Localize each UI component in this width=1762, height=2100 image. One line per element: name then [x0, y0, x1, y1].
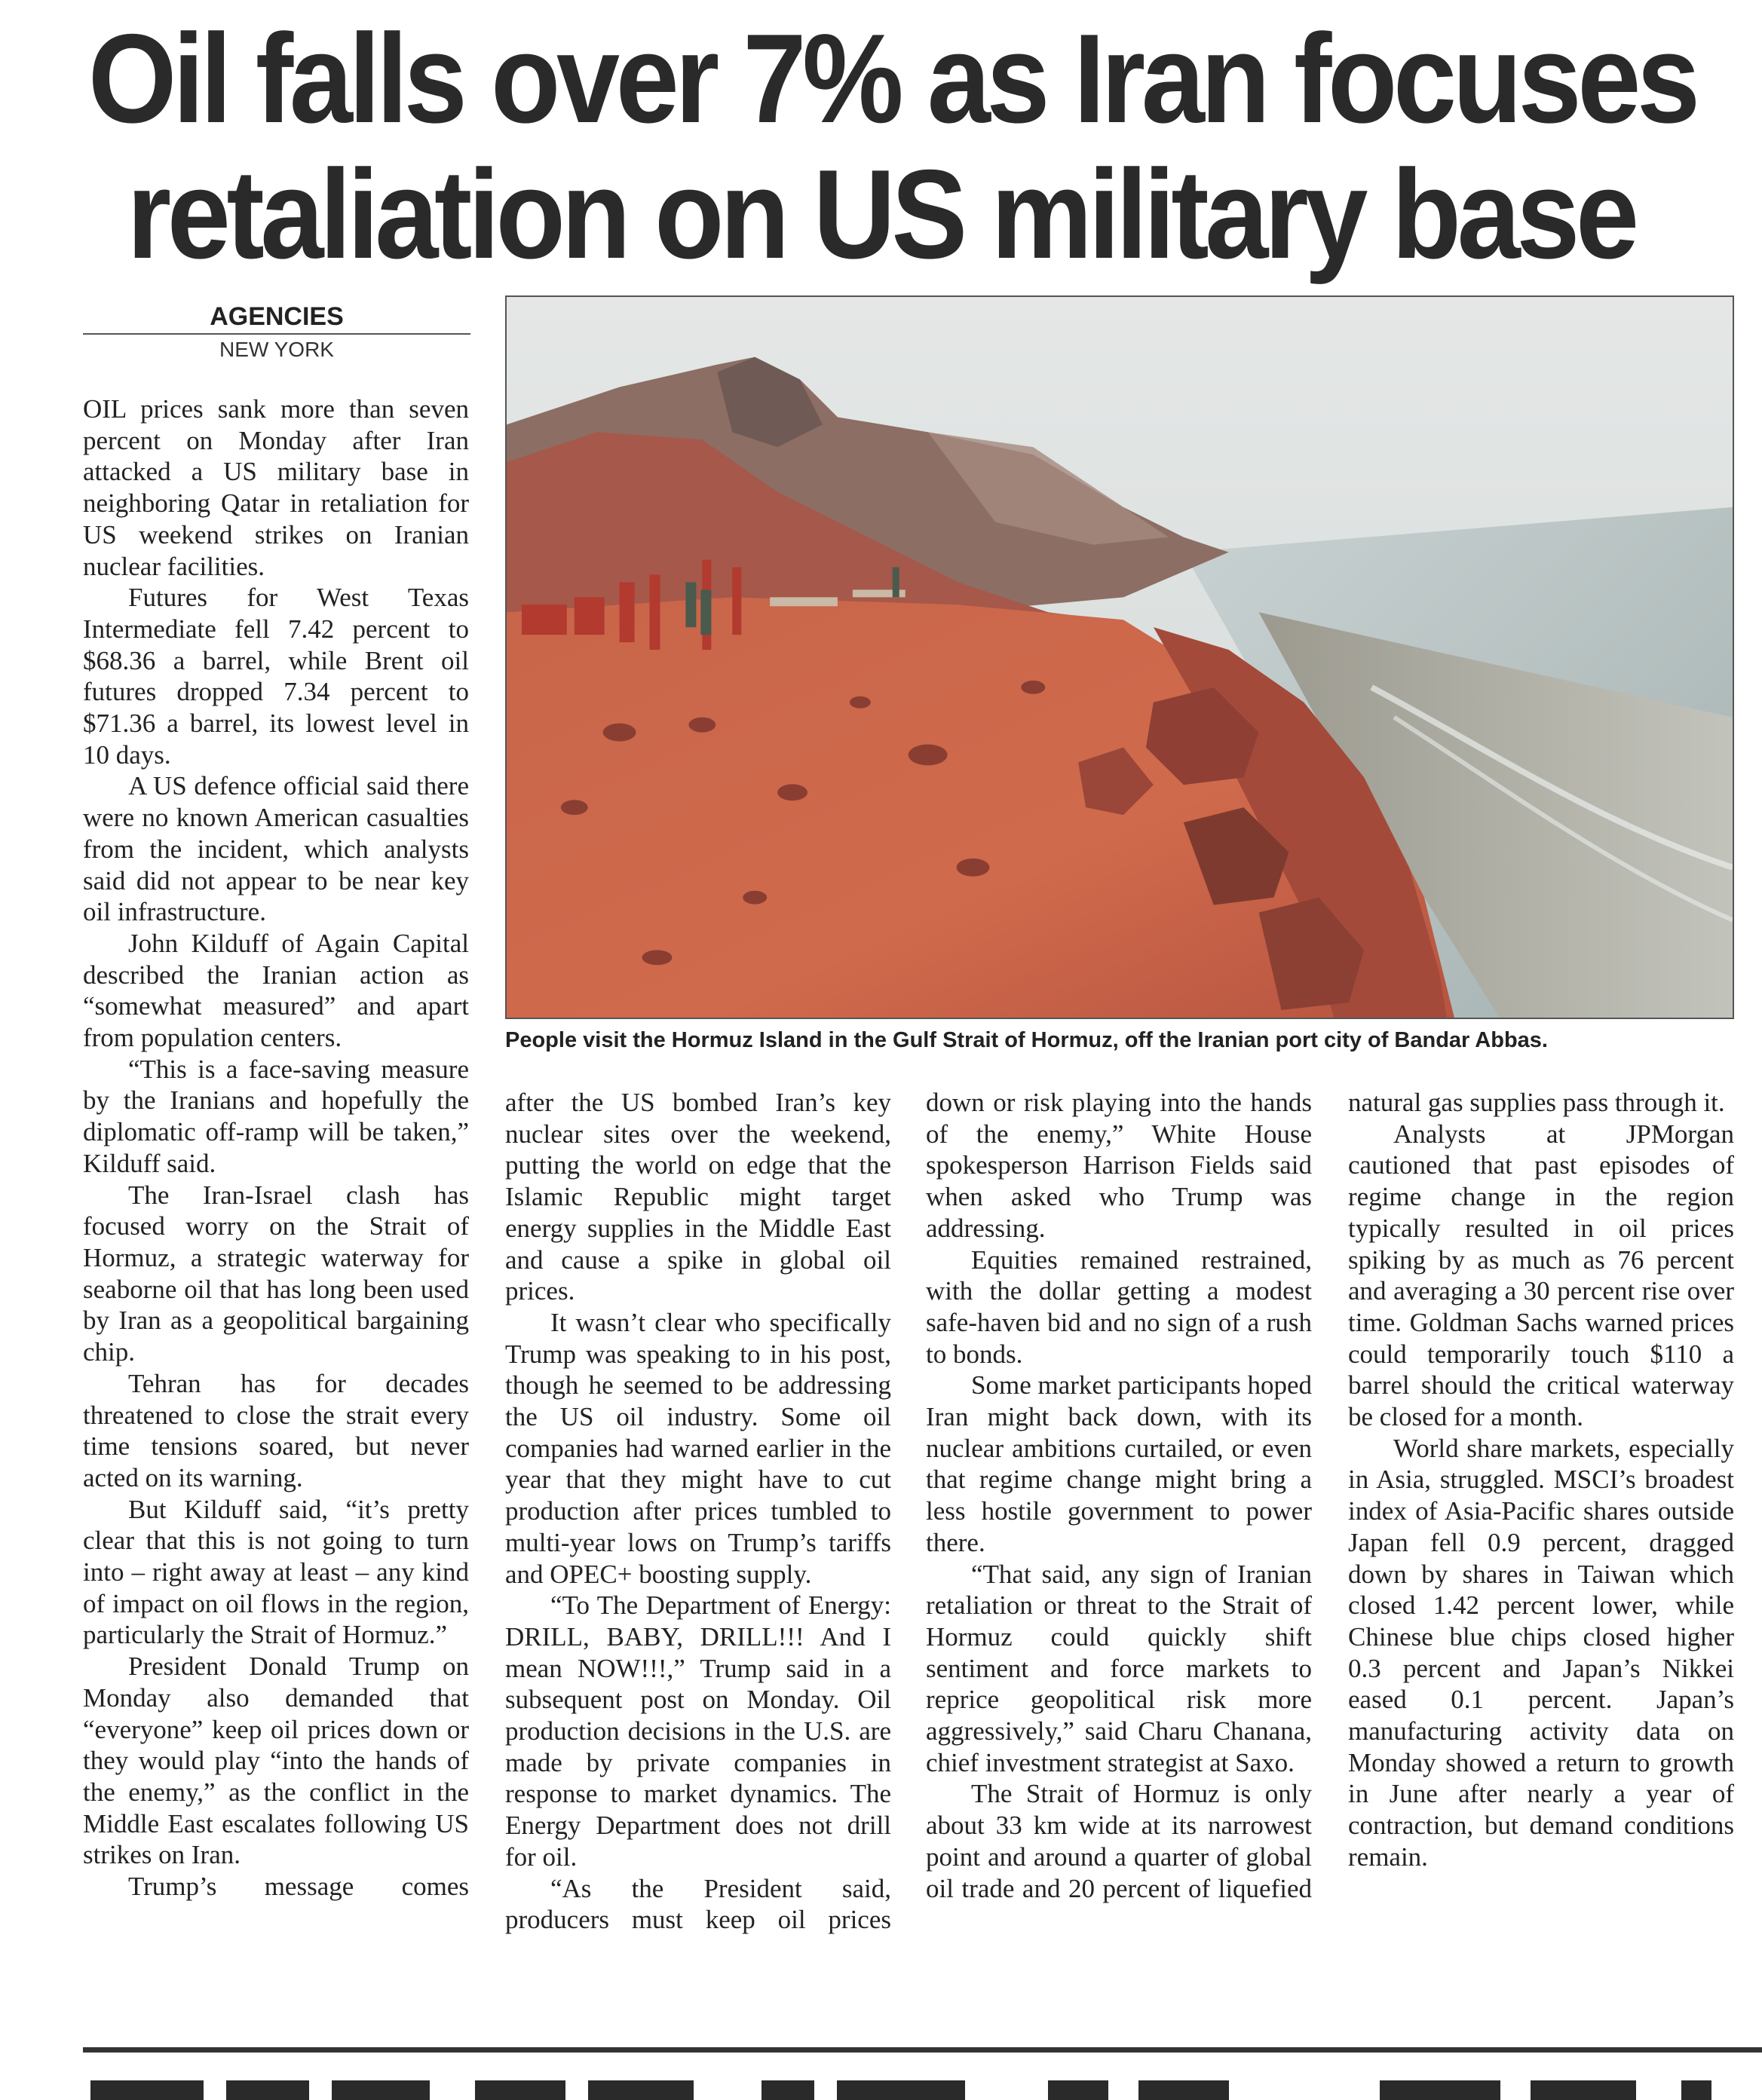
paragraph: But Kilduff said, “it’s pretty clear that this is not going to turn into – right away at least – any kind of impact on oil flows in the region, particularly the Strait of Hormuz.” [83, 1494, 469, 1650]
paragraph: President Donald Trump on Monday also demanded that “everyone” keep oil prices down or they would play “into the hands of the enemy,” as the conflict in the Middle East escalates following US strikes on Iran. [83, 1652, 469, 1870]
paragraph: A US defence official said there were no known American casualties from the incident, which analysts said did not appear to be near key oil infrastructure. [83, 771, 469, 927]
paragraph: It wasn’t clear who specifically Trump was speaking to in his post, though he seemed to be addressing the US oil industry. Some oil companies had warned earlier in the year that they might have to cut production after prices tumbled to multi-year lows on Trump’s tariffs and OPEC+ boosting supply. [505, 1307, 891, 1589]
paragraph: down or risk playing into the hands of the enemy,” White House spokesperson Harrison Fields said when asked who Trump was addressing. [926, 1088, 1312, 1243]
headline-line-1: Oil falls over 7% as Iran focuses [87, 8, 1696, 149]
paragraph: Trump’s message comes [128, 1872, 469, 1902]
byline-city: NEW YORK [219, 338, 334, 361]
byline [83, 300, 470, 365]
paragraph: World share markets, especially in Asia, struggled. MSCI’s broadest index of Asia-Pacific shares outside Japan fell 0.9 percent, dragged down by shares in Taiwan which closed 1.42 percent lower, while Chinese blue chips closed higher 0.3 percent and Japan’s Nikkei eased 0.1 percent. Japan’s manufacturing activity data on Monday showed a return to growth in June after nearly a year of contraction, but demand conditions remain. [1348, 1433, 1734, 1872]
paragraph: natural gas supplies pass through it. [1348, 1088, 1725, 1117]
paragraph: Analysts at JPMorgan cautioned that past episodes of regime change in the region typically resulted in oil prices spiking by as much as 76 percent and averaging a 30 percent rise over time. Goldman Sachs warned prices could temporarily touch $110 a barrel should the critical waterway be closed for a month. [1348, 1119, 1734, 1432]
hormuz-island-photo [507, 297, 1733, 1018]
paragraph: OIL prices sank more than seven percent on Monday after Iran attacked a US military base in neighboring Qatar in retaliation for US weekend strikes on Iranian nuclear facilities. [83, 394, 469, 581]
paragraph: The Iran-Israel clash has focused worry on the Strait of Hormuz, a strategic waterway for seaborne oil that has long been used by Iran as a geopolitical bargaining chip. [83, 1180, 469, 1367]
article-column-3 [926, 1087, 1312, 1904]
photo-caption: People visit the Hormuz Island in the Gulf Strait of Hormuz, off the Iranian port city of Bandar Abbas. [505, 1028, 1548, 1052]
headline [87, 8, 1696, 285]
paragraph: “As the President said, producers must keep oil prices [505, 1873, 891, 1935]
article-photo [505, 295, 1734, 1019]
paragraph: “This is a face-saving measure by the Iranians and hopefully the diplomatic off-ramp will be taken,” Kilduff said. [83, 1054, 469, 1178]
section-divider [83, 2047, 1762, 2053]
byline-agency: AGENCIES [83, 300, 470, 335]
next-article-headline-cutoff [83, 2070, 1742, 2100]
paragraph: Tehran has for decades threatened to close the strait every time tensions soared, but never acted on its warning. [83, 1368, 469, 1492]
paragraph: The Strait of Hormuz is only about 33 km wide at its narrowest point and around a quarter of global oil trade and 20 percent of liquefied [926, 1779, 1312, 1903]
paragraph: Futures for West Texas Intermediate fell 7.42 percent to $68.36 a barrel, while Brent oil futures dropped 7.34 percent to $71.36 a barrel, its lowest level in 10 days. [83, 583, 469, 770]
article-column-2 [505, 1087, 891, 1936]
paragraph: “That said, any sign of Iranian retaliation or threat to the Strait of Hormuz could quickly shift sentiment and force markets to reprice geopolitical risk more aggressively,” said Charu Chanana, chief investment strategist at Saxo. [926, 1559, 1312, 1777]
paragraph: Equities remained restrained, with the dollar getting a modest safe-haven bid and no sign of a rush to bonds. [926, 1244, 1312, 1369]
article-column-4 [1348, 1087, 1734, 1873]
paragraph: Some market participants hoped Iran might back down, with its nuclear ambitions curtailed, or even that regime change might bring a less hostile government to power there. [926, 1370, 1312, 1557]
paragraph: John Kilduff of Again Capital described the Iranian action as “somewhat measured” and apart from population centers. [83, 928, 469, 1053]
paragraph: “To The Department of Energy: DRILL, BABY, DRILL!!! And I mean NOW!!!,” Trump said in a subsequent post on Monday. Oil production decisions in the U.S. are made by private companies in response to market dynamics. The Energy Department does not drill for oil. [505, 1590, 891, 1872]
paragraph: after the US bombed Iran’s key nuclear sites over the weekend, putting the world on edge that the Islamic Republic might target energy supplies in the Middle East and cause a spike in global oil prices. [505, 1088, 891, 1306]
headline-line-2: retaliation on US military base [127, 143, 1635, 285]
article-column-1 [83, 393, 469, 1903]
